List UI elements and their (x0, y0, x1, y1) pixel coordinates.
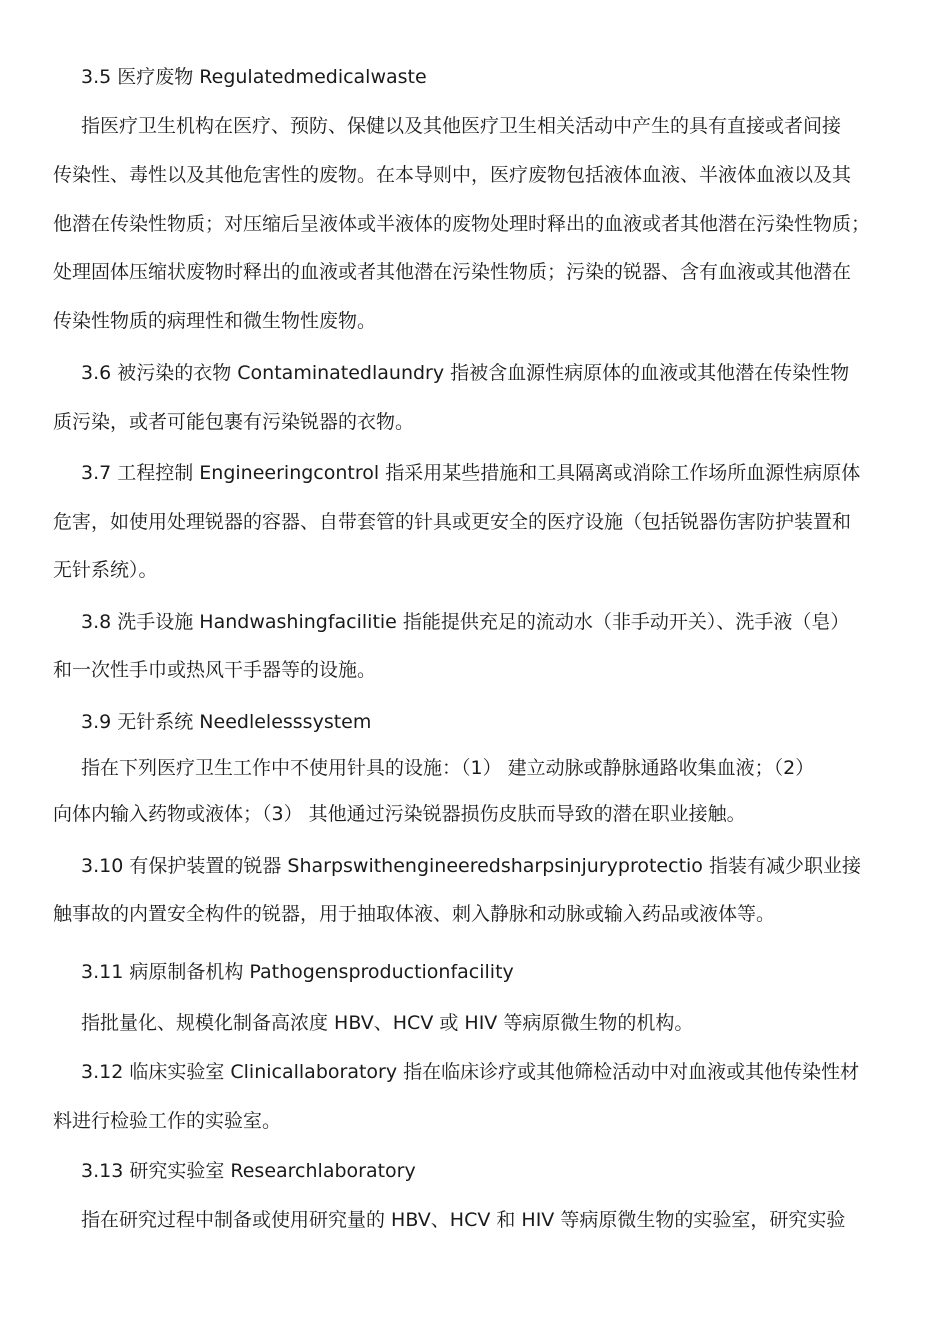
text-line: 危害，如使用处理锐器的容器、自带套管的针具或更安全的医疗设施（包括锐器伤害防护装置和 (53, 511, 852, 533)
text-line: 料进行检验工作的实验室。 (53, 1110, 282, 1132)
text-line: 他潜在传染性物质；对压缩后呈液体或半液体的废物处理时释出的血液或者其他潜在污染性物质； (53, 213, 871, 235)
section-3-7-heading: 3.7 工程控制 Engineeringcontrol 指采用某些措施和工具隔离或消除工作场所血源性病原体 (81, 462, 861, 484)
section-3-6-heading: 3.6 被污染的衣物 Contaminatedlaundry 指被含血源性病原体的血液或其他潜在传染性物 (81, 362, 850, 384)
section-3-12-heading: 3.12 临床实验室 Clinicallaboratory 指在临床诊疗或其他筛检活动中对血液或其他传染性材 (81, 1061, 860, 1083)
text-line: 向体内输入药物或液体；（3） 其他通过污染锐器损伤皮肤而导致的潜在职业接触。 (53, 803, 746, 825)
section-3-9-heading: 3.9 无针系统 Needlelesssystem (81, 711, 372, 733)
text-line: 指批量化、规模化制备高浓度 HBV、HCV 或 HIV 等病原微生物的机构。 (81, 1012, 694, 1034)
section-3-5-heading: 3.5 医疗废物 Regulatedmedicalwaste (81, 66, 427, 88)
section-3-13-heading: 3.13 研究实验室 Researchlaboratory (81, 1160, 416, 1182)
section-3-8-heading: 3.8 洗手设施 Handwashingfacilitie 指能提供充足的流动水（非手动开关）、洗手液（皂） (81, 611, 850, 633)
text-line: 触事故的内置安全构件的锐器，用于抽取体液、刺入静脉和动脉或输入药品或液体等。 (53, 903, 776, 925)
text-line: 质污染，或者可能包裹有污染锐器的衣物。 (53, 411, 415, 433)
text-line: 处理固体压缩状废物时释出的血液或者其他潜在污染性物质；污染的锐器、含有血液或其他潜在 (53, 261, 852, 283)
text-line: 无针系统）。 (53, 559, 158, 581)
text-line: 传染性物质的病理性和微生物性废物。 (53, 310, 377, 332)
text-line: 指在研究过程中制备或使用研究量的 HBV、HCV 和 HIV 等病原微生物的实验室，研究实验 (81, 1209, 846, 1231)
text-line: 指医疗卫生机构在医疗、预防、保健以及其他医疗卫生相关活动中产生的具有直接或者间接 (81, 115, 842, 137)
section-3-11-heading: 3.11 病原制备机构 Pathogensproductionfacility (81, 961, 514, 983)
text-line: 指在下列医疗卫生工作中不使用针具的设施：（1） 建立动脉或静脉通路收集血液；（2） (81, 757, 815, 779)
text-line: 传染性、毒性以及其他危害性的废物。在本导则中，医疗废物包括液体血液、半液体血液以及其 (53, 164, 852, 186)
text-line: 和一次性手巾或热风干手器等的设施。 (53, 659, 377, 681)
section-3-10-heading: 3.10 有保护装置的锐器 Sharpswithengineeredsharpsinjuryprotectio 指装有减少职业接 (81, 855, 861, 877)
